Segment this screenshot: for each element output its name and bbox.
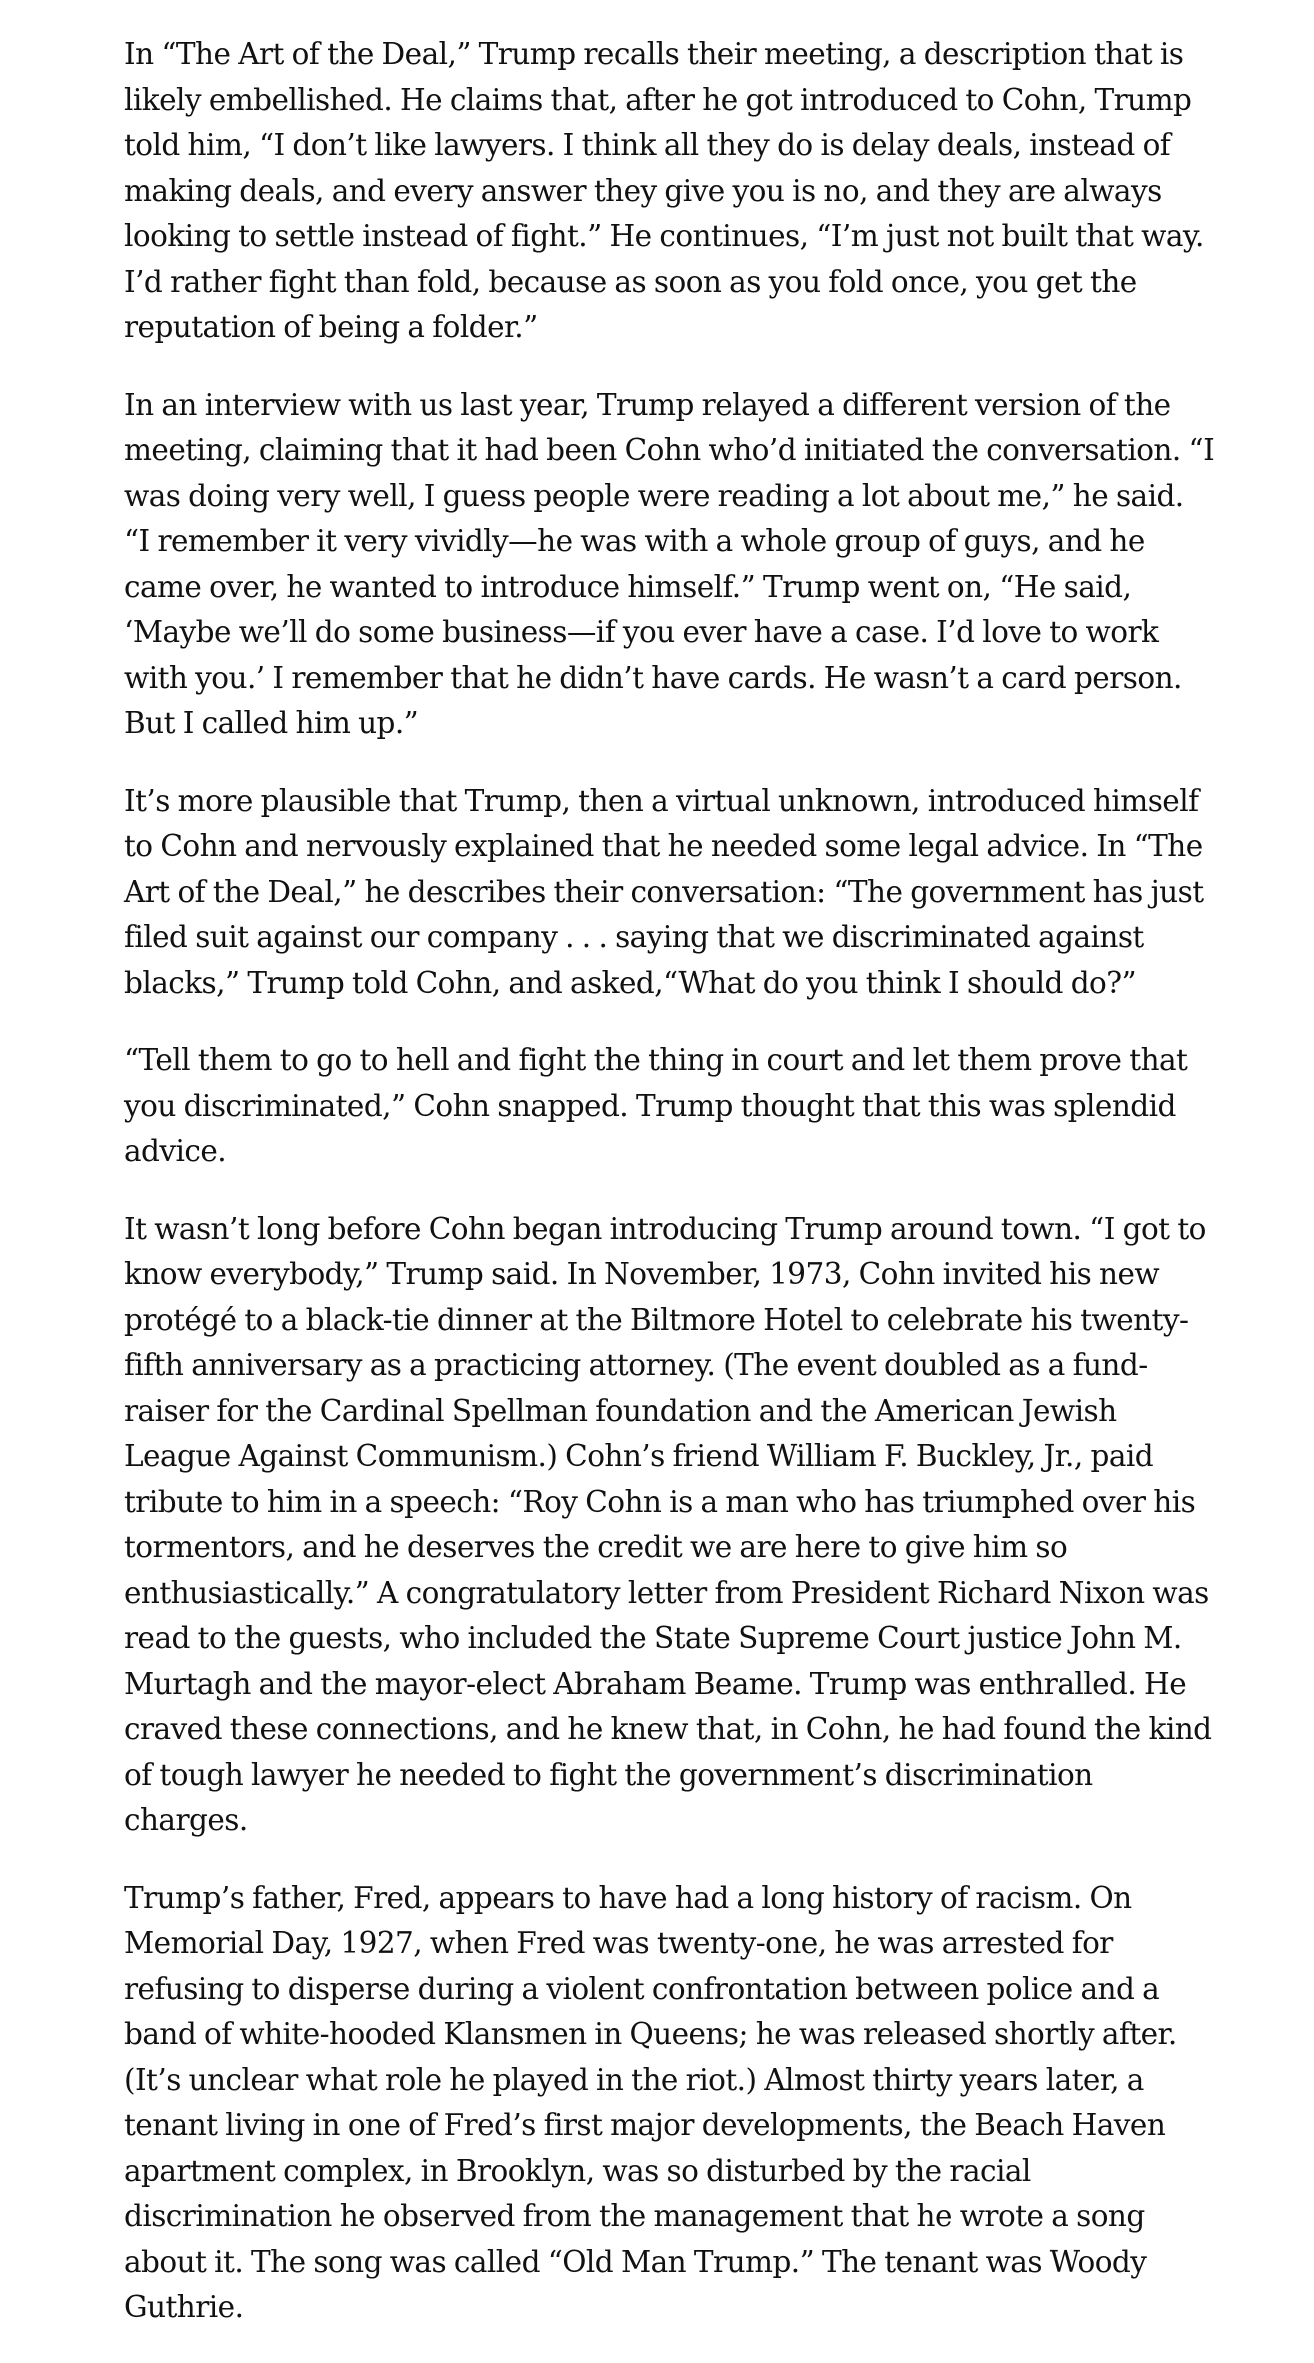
article-paragraph: Trump’s father, Fred, appears to have had a long history of racism. On Memorial Day, 1927, when Fred was twenty-one, he was arrested for refusing to disperse during a violent confrontation between police and a band of white-hooded Klansmen in Queens; he was released shortly after. (It’s unclear what role he played in the riot.) Almost thirty years later, a tenant living in one of Fred’s first major developments, the Beach Haven apartment complex, in Brooklyn, was so disturbed by the racial discrimination he observed from the management that he wrote a song about it. The song was called “Old Man Trump.” The tenant was Woody Guthrie.: [124, 1880, 1177, 2324]
article-paragraph: It’s more plausible that Trump, then a virtual unknown, introduced himself to Cohn and nervously explained that he needed some legal advice. In “The Art of the Deal,” he describes their conversation: “The government has just filed suit against our company . . . saying that we discriminated against blacks,” Trump told Cohn, and asked,“What do you think I should do?”: [124, 783, 1204, 1000]
article-paragraph: In an interview with us last year, Trump relayed a different version of the meeting, claiming that it had been Cohn who’d initiated the conversation. “I was doing very well, I guess people were reading a lot about me,” he said. “I remember it very vividly—he was with a whole group of guys, and he came over, he wanted to introduce himself.” Trump went on, “He said, ‘Maybe we’ll do some business—if you ever have a case. I’d love to work with you.’ I remember that he didn’t have cards. He wasn’t a card person. But I called him up.”: [124, 387, 1215, 740]
article-paragraph: “Tell them to go to hell and fight the thing in court and let them prove that you discriminated,” Cohn snapped. Trump thought that this was splendid advice.: [124, 1043, 1188, 1168]
article-paragraph: It wasn’t long before Cohn began introducing Trump around town. “I got to know everybody,” Trump said. In November, 1973, Cohn invited his new protégé to a black-tie dinner at the Biltmore Hotel to celebrate his twenty-fifth anniversary as a practicing attorney. (The event doubled as a fund-raiser for the Cardinal Spellman foundation and the American Jewish League Against Communism.) Cohn’s friend William F. Buckley, Jr., paid tribute to him in a speech: “Roy Cohn is a man who has triumphed over his tormentors, and he deserves the credit we are here to give him so enthusiastically.” A congratulatory letter from President Richard Nixon was read to the guests, who included the State Supreme Court justice John M. Murtagh and the mayor-elect Abraham Beame. Trump was enthralled. He craved these connections, and he knew that, in Cohn, he had found the kind of tough lawyer he needed to fight the government’s discrimination charges.: [124, 1211, 1212, 1837]
article-paragraph: In “The Art of the Deal,” Trump recalls their meeting, a description that is likely embellished. He claims that, after he got introduced to Cohn, Trump told him, “I don’t like lawyers. I think all they do is delay deals, instead of making deals, and every answer they give you is no, and they are always looking to settle instead of fight.” He continues, “I’m just not built that way. I’d rather fight than fold, because as soon as you fold once, you get the reputation of being a folder.”: [124, 37, 1204, 344]
article-body: [124, 32, 1216, 2363]
